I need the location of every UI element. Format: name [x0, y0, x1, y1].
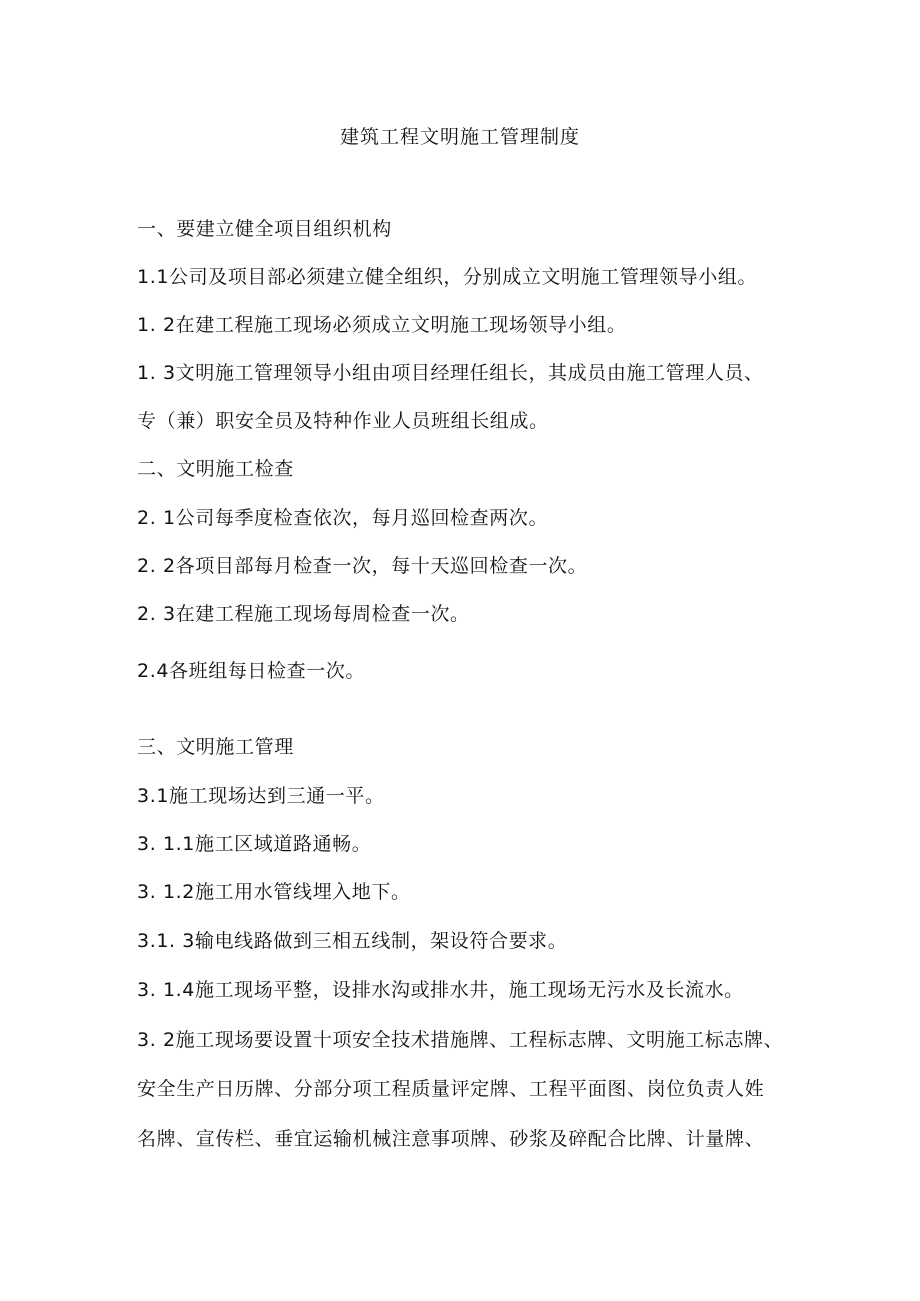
paragraph-line: 专（兼）职安全员及特种作业人员班组长组成。: [137, 410, 549, 432]
paragraph-line: 安全生产日历牌、分部分项工程质量评定牌、工程平面图、岗位负责人姓: [137, 1078, 765, 1100]
paragraph-line: 3.1施工现场达到三通一平。: [137, 785, 385, 807]
paragraph-line: 3.1. 3输电线路做到三相五线制，架设符合要求。: [137, 930, 568, 952]
paragraph-line: 1. 2在建工程施工现场必须成立文明施工现场领导小组。: [137, 314, 627, 336]
section-heading-2: 二、文明施工检查: [137, 458, 294, 480]
paragraph-line: 名牌、宣传栏、垂宜运输机械注意事项牌、砂浆及碎配合比牌、计量牌、: [137, 1128, 765, 1150]
paragraph-line: 2. 2各项目部每月检查一次，每十天巡回检查一次。: [137, 555, 588, 577]
paragraph-line: 1.1公司及项目部必须建立健全组织，分别成立文明施工管理领导小组。: [137, 266, 758, 288]
document-title: 建筑工程文明施工管理制度: [339, 126, 580, 148]
paragraph-line: 3. 1.2施工用水管线埋入地下。: [137, 881, 411, 903]
paragraph-line: 1. 3文明施工管理领导小组由项目经理任组长，其成员由施工管理人员、: [137, 362, 764, 384]
section-heading-1: 一、要建立健全项目组织机构: [137, 218, 392, 240]
paragraph-line: 3. 2施工现场要设置十项安全技术措施牌、工程标志牌、文明施工标志牌、: [137, 1029, 784, 1051]
paragraph-line: 3. 1.1施工区域道路通畅。: [137, 833, 372, 855]
paragraph-line: 2.4各班组每日检查一次。: [137, 660, 366, 682]
paragraph-line: 2. 3在建工程施工现场每周检查一次。: [137, 603, 470, 625]
paragraph-line: 2. 1公司每季度检查依次，每月巡回检查两次。: [137, 507, 549, 529]
paragraph-line: 3. 1.4施工现场平整，设排水沟或排水井，施工现场无污水及长流水。: [137, 979, 744, 1001]
section-heading-3: 三、文明施工管理: [137, 736, 294, 758]
